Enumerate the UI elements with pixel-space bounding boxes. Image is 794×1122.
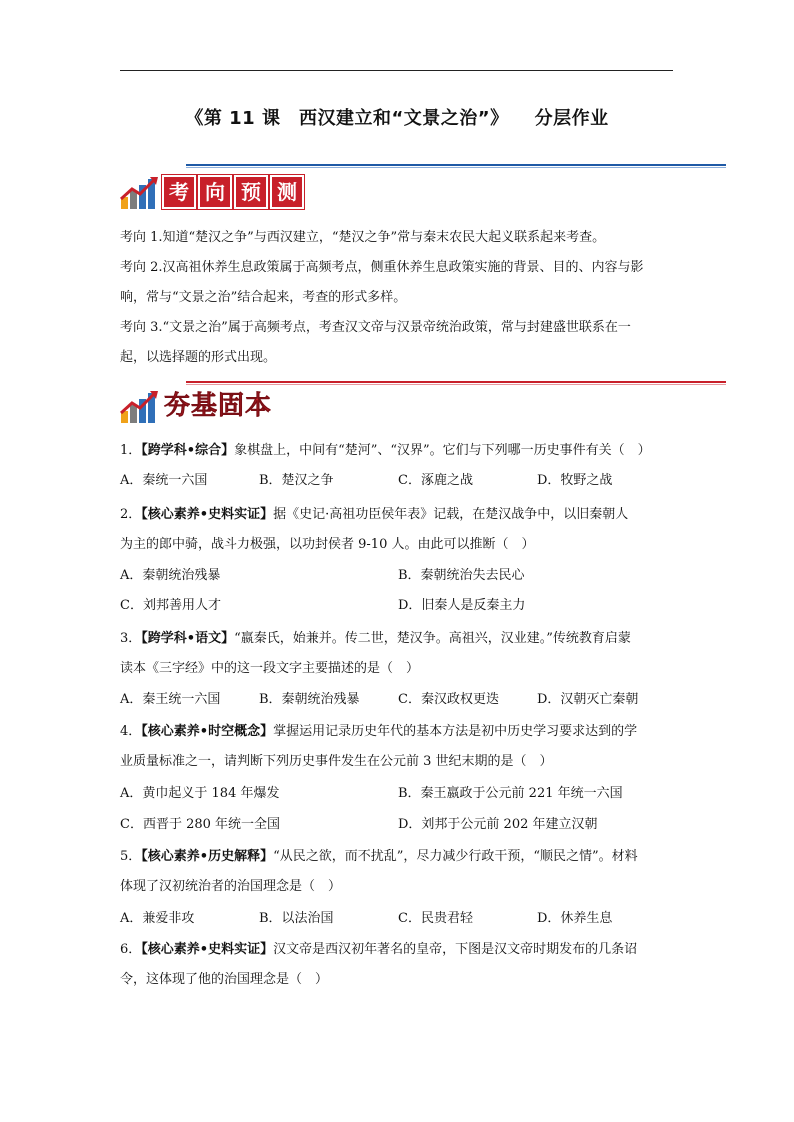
option-d[interactable]: D．牧野之战 (537, 473, 613, 488)
option-b[interactable]: B．秦朝统治失去民心 (398, 568, 525, 583)
forecast-char: 测 (270, 175, 304, 209)
chart-trend-icon (120, 175, 160, 209)
option-a[interactable]: A．兼爱非攻 (120, 911, 195, 926)
option-a[interactable]: A．秦朝统治残暴 (120, 568, 221, 583)
forecast-char: 预 (234, 175, 268, 209)
question-text: 据《史记·高祖功臣侯年表》记载，在楚汉战争中，以旧秦朝人 (273, 507, 629, 522)
question-2-cont: 为主的郎中骑，战斗力极强，以功封侯者 9-10 人。由此可以推断（ ） (120, 537, 535, 552)
question-tag: 【核心素养•史料实证】 (141, 507, 274, 522)
option-c[interactable]: C．刘邦善用人才 (120, 598, 221, 613)
question-4-options-row2 (120, 810, 676, 839)
forecast-char: 考 (162, 175, 196, 209)
option-c[interactable]: C．民贵君轻 (398, 911, 473, 926)
option-d[interactable]: D．汉朝灭亡秦朝 (537, 692, 639, 707)
question-3 (120, 624, 676, 653)
section-badge-forecast (120, 175, 304, 209)
option-a[interactable]: A．秦王统一六国 (120, 692, 221, 707)
question-text: 象棋盘上，中间有“楚河”、“汉界”。它们与下列哪一历史事件有关（ ） (234, 443, 651, 458)
section-title-forecast (162, 175, 304, 209)
question-6 (120, 935, 676, 964)
question-5-cont: 体现了汉初统治者的治国理念是（ ） (120, 879, 342, 894)
question-number: 6． (120, 942, 142, 957)
question-2-options-row1 (120, 561, 676, 590)
section-divider-blue (186, 164, 726, 168)
question-tag: 【跨学科•语文】 (141, 631, 235, 646)
question-tag: 【跨学科•综合】 (141, 443, 235, 458)
question-1 (120, 436, 676, 465)
question-1-options (120, 466, 676, 495)
question-2-options-row2 (120, 591, 676, 620)
option-c[interactable]: C．西晋于 280 年统一全国 (120, 817, 281, 832)
forecast-item-1: 考向 1.知道“楚汉之争”与西汉建立，“楚汉之争”常与秦末农民大起义联系起来考查。 (120, 230, 606, 245)
forecast-item-2-cont: 响，常与“文景之治”结合起来，考查的形式多样。 (120, 290, 407, 305)
option-a[interactable]: A．黄巾起义于 184 年爆发 (120, 786, 280, 801)
question-number: 3． (120, 631, 142, 646)
page-title-suffix: 分层作业 (534, 108, 609, 129)
header-rule (120, 70, 673, 71)
forecast-item-3-cont: 起，以选择题的形式出现。 (120, 350, 277, 365)
question-3-options (120, 685, 676, 714)
option-a[interactable]: A．秦统一六国 (120, 473, 208, 488)
question-text: 汉文帝是西汉初年著名的皇帝，下图是汉文帝时期发布的几条诏 (273, 942, 638, 957)
question-text: “嬴秦氏，始兼并。传二世，楚汉争。高祖兴，汉业建。”传统教育启蒙 (234, 631, 631, 646)
question-3-cont: 读本《三字经》中的这一段文字主要描述的是（ ） (120, 661, 420, 676)
question-4 (120, 717, 676, 746)
forecast-char: 向 (198, 175, 232, 209)
question-4-cont: 业质量标准之一，请判断下列历史事件发生在公元前 3 世纪末期的是（ ） (120, 754, 553, 769)
question-5-options (120, 904, 676, 933)
option-b[interactable]: B．以法治国 (259, 911, 334, 926)
option-c[interactable]: C．涿鹿之战 (398, 473, 473, 488)
question-text: “从民之欲，而不扰乱”，尽力减少行政干预，“顺民之情”。材料 (273, 849, 638, 864)
question-tag: 【核心素养•时空概念】 (141, 724, 274, 739)
forecast-item-2: 考向 2.汉高祖休养生息政策属于高频考点，侧重休养生息政策实施的背景、目的、内容与影 (120, 260, 644, 275)
question-number: 1． (120, 443, 142, 458)
question-number: 4． (120, 724, 142, 739)
chart-trend-icon (120, 389, 160, 423)
option-b[interactable]: B．楚汉之争 (259, 473, 334, 488)
option-d[interactable]: D．休养生息 (537, 911, 613, 926)
option-d[interactable]: D．刘邦于公元前 202 年建立汉朝 (398, 817, 598, 832)
question-tag: 【核心素养•历史解释】 (141, 849, 274, 864)
question-text: 掌握运用记录历史年代的基本方法是初中历史学习要求达到的学 (273, 724, 638, 739)
question-6-cont: 令，这体现了他的治国理念是（ ） (120, 972, 329, 987)
page-title-main: 《第 11 课 西汉建立和“文景之治”》 (185, 108, 509, 129)
question-tag: 【核心素养•史料实证】 (141, 942, 274, 957)
section-badge-basics (120, 389, 272, 423)
forecast-item-3: 考向 3.“文景之治”属于高频考点，考查汉文帝与汉景帝统治政策，常与封建盛世联系在一 (120, 320, 631, 335)
option-b[interactable]: B．秦朝统治残暴 (259, 692, 360, 707)
question-5 (120, 842, 676, 871)
option-c[interactable]: C．秦汉政权更迭 (398, 692, 499, 707)
question-number: 5． (120, 849, 142, 864)
section-divider-red (186, 381, 726, 385)
option-b[interactable]: B．秦王嬴政于公元前 221 年统一六国 (398, 786, 623, 801)
question-number: 2． (120, 507, 142, 522)
page-title (0, 104, 794, 130)
question-2 (120, 500, 676, 529)
question-4-options-row1 (120, 779, 676, 808)
section-title-basics: 夯基固本 (164, 391, 273, 421)
option-d[interactable]: D．旧秦人是反秦主力 (398, 598, 526, 613)
